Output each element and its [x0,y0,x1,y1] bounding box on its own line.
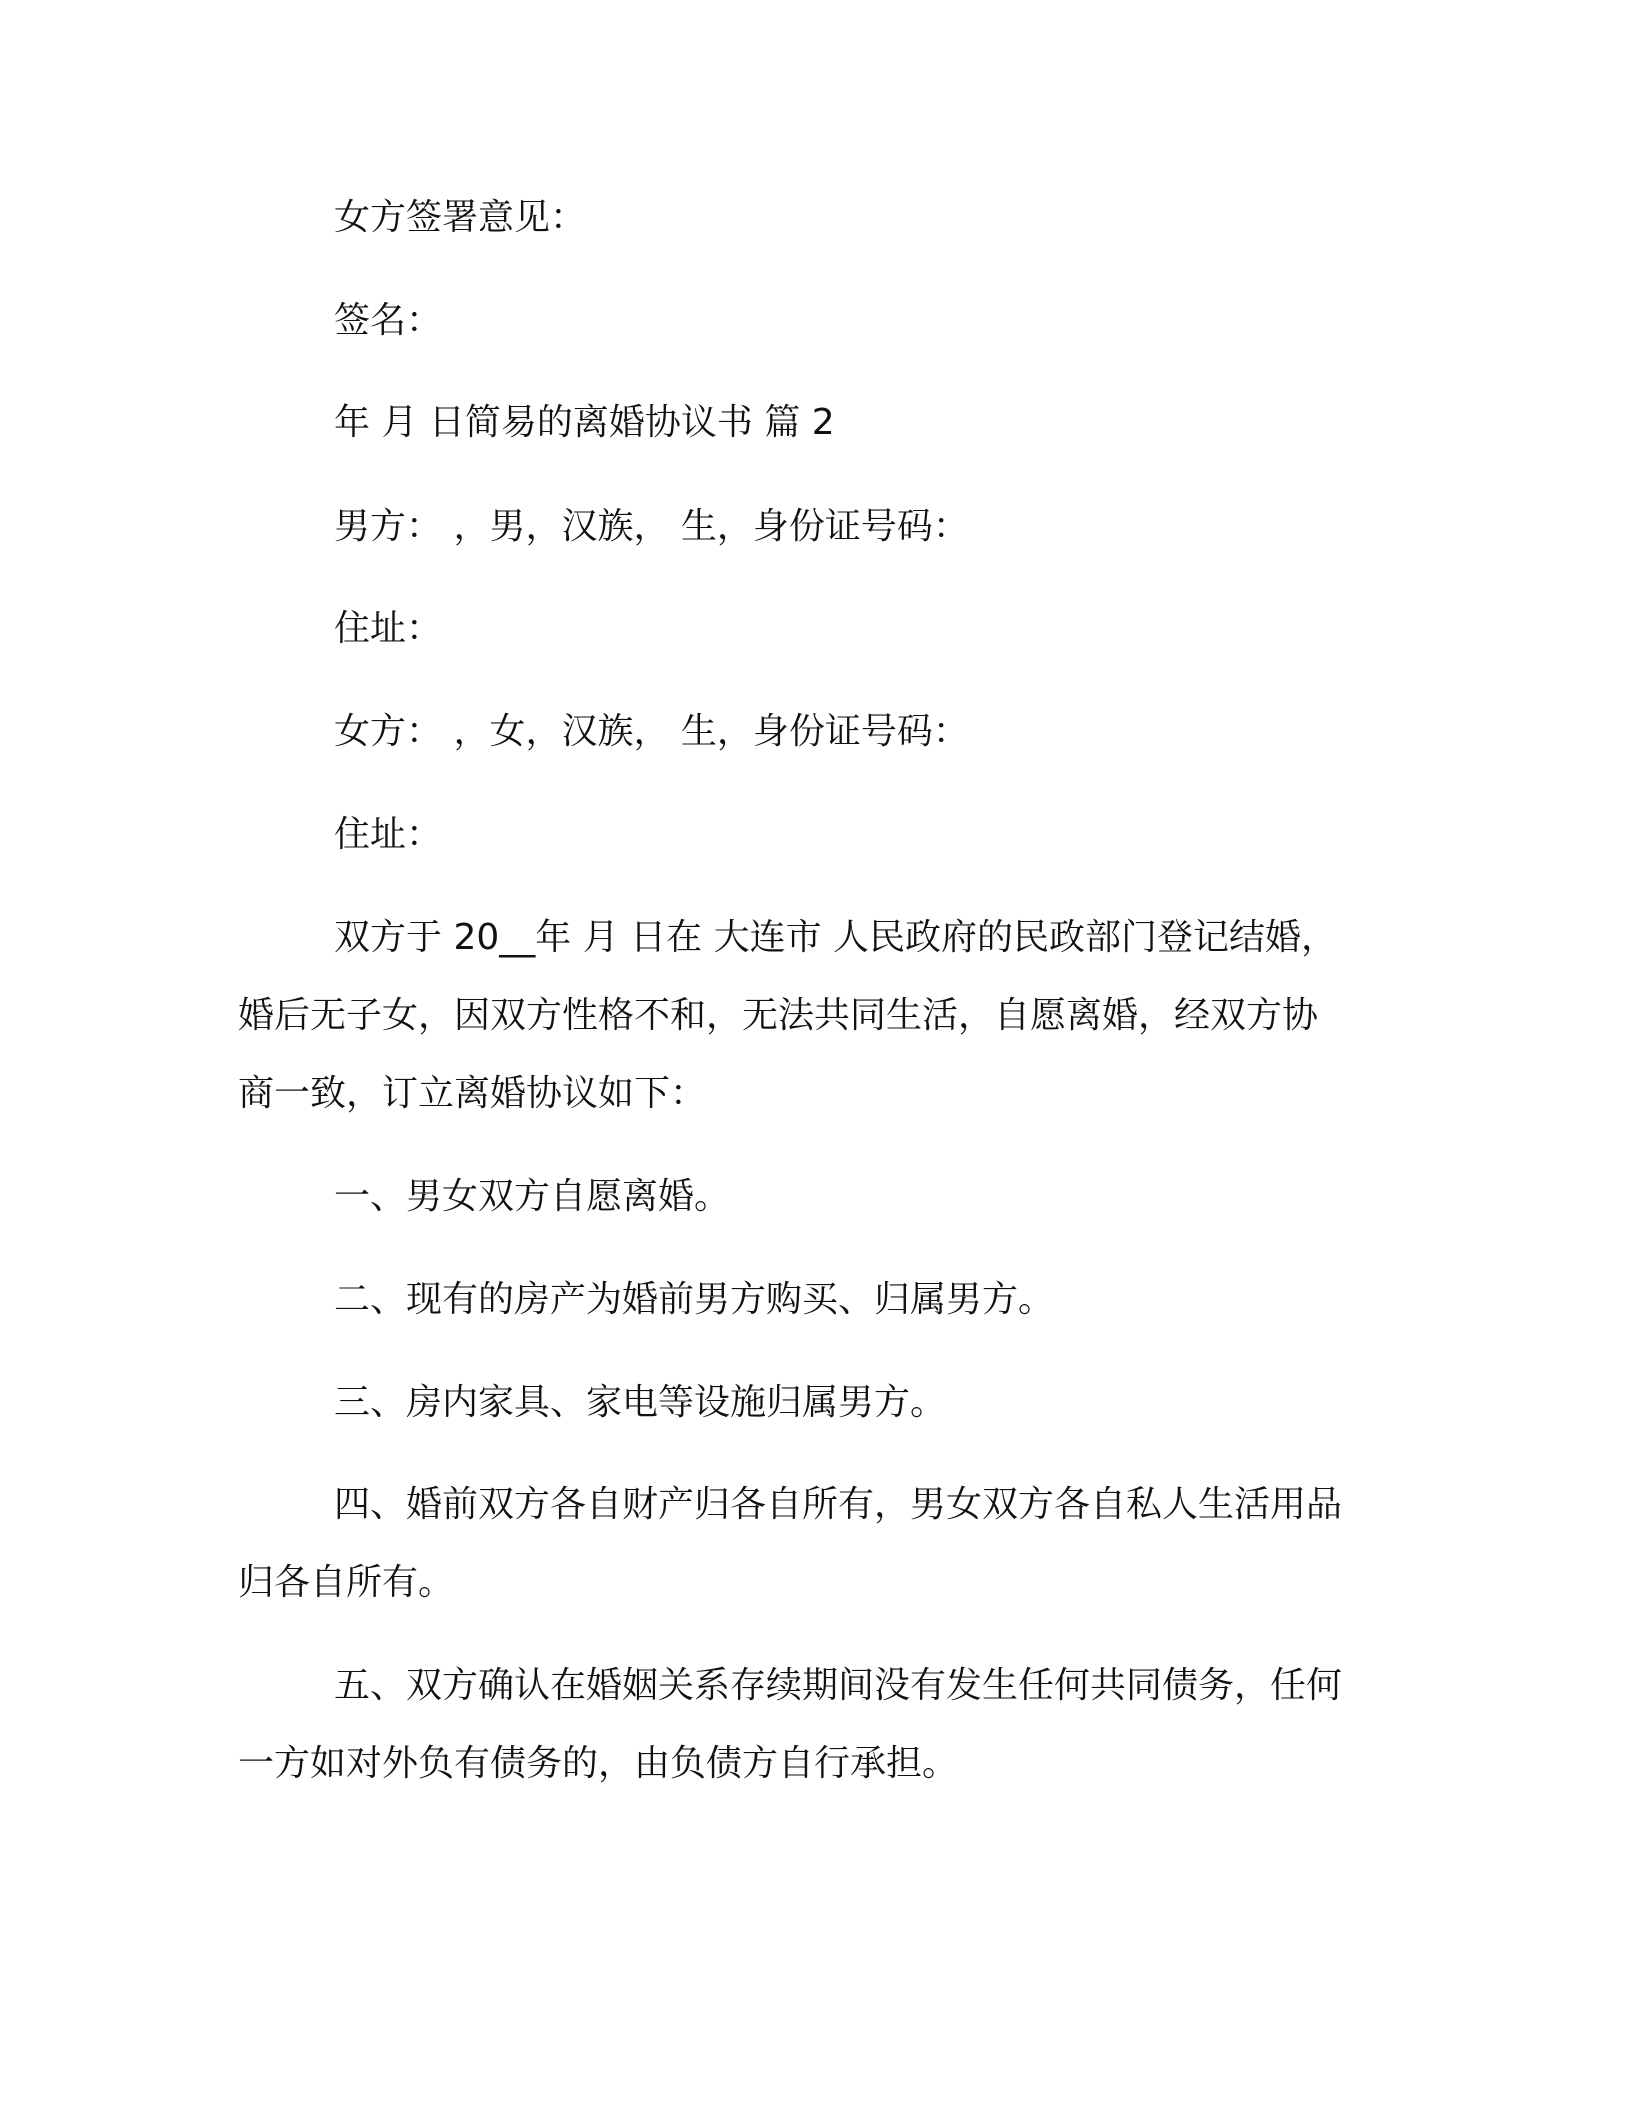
male-address-line: 住址： [334,608,443,649]
female-address-line: 住址： [334,814,443,855]
intro-line-2: 婚后无子女，因双方性格不和，无法共同生活，自愿离婚，经双方协 [238,995,1319,1036]
date-title-line: 年 月 日简易的离婚协议书 篇 2 [334,402,835,443]
clause-4-line-2: 归各自所有。 [238,1562,455,1603]
clause-3: 三、房内家具、家电等设施归属男方。 [334,1382,947,1423]
intro-line-3: 商一致，订立离婚协议如下： [238,1073,707,1114]
male-info-line: 男方： ，男，汉族， 生，身份证号码： [334,506,969,547]
clause-5-line-2: 一方如对外负有债务的，由负债方自行承担。 [238,1743,959,1784]
clause-1: 一、男女双方自愿离婚。 [334,1176,731,1217]
clause-4-line-1: 四、婚前双方各自财产归各自所有，男女双方各自私人生活用品 [334,1484,1343,1525]
clause-5-line-1: 五、双方确认在婚姻关系存续期间没有发生任何共同债务，任何 [334,1665,1343,1706]
clause-2: 二、现有的房产为婚前男方购买、归属男方。 [334,1279,1055,1320]
intro-line-1: 双方于 20__年 月 日在 大连市 人民政府的民政部门登记结婚， [334,917,1338,958]
female-opinion-line: 女方签署意见： [334,197,587,238]
female-info-line: 女方： ，女，汉族， 生，身份证号码： [334,711,969,752]
signature-line: 签名： [334,300,443,341]
